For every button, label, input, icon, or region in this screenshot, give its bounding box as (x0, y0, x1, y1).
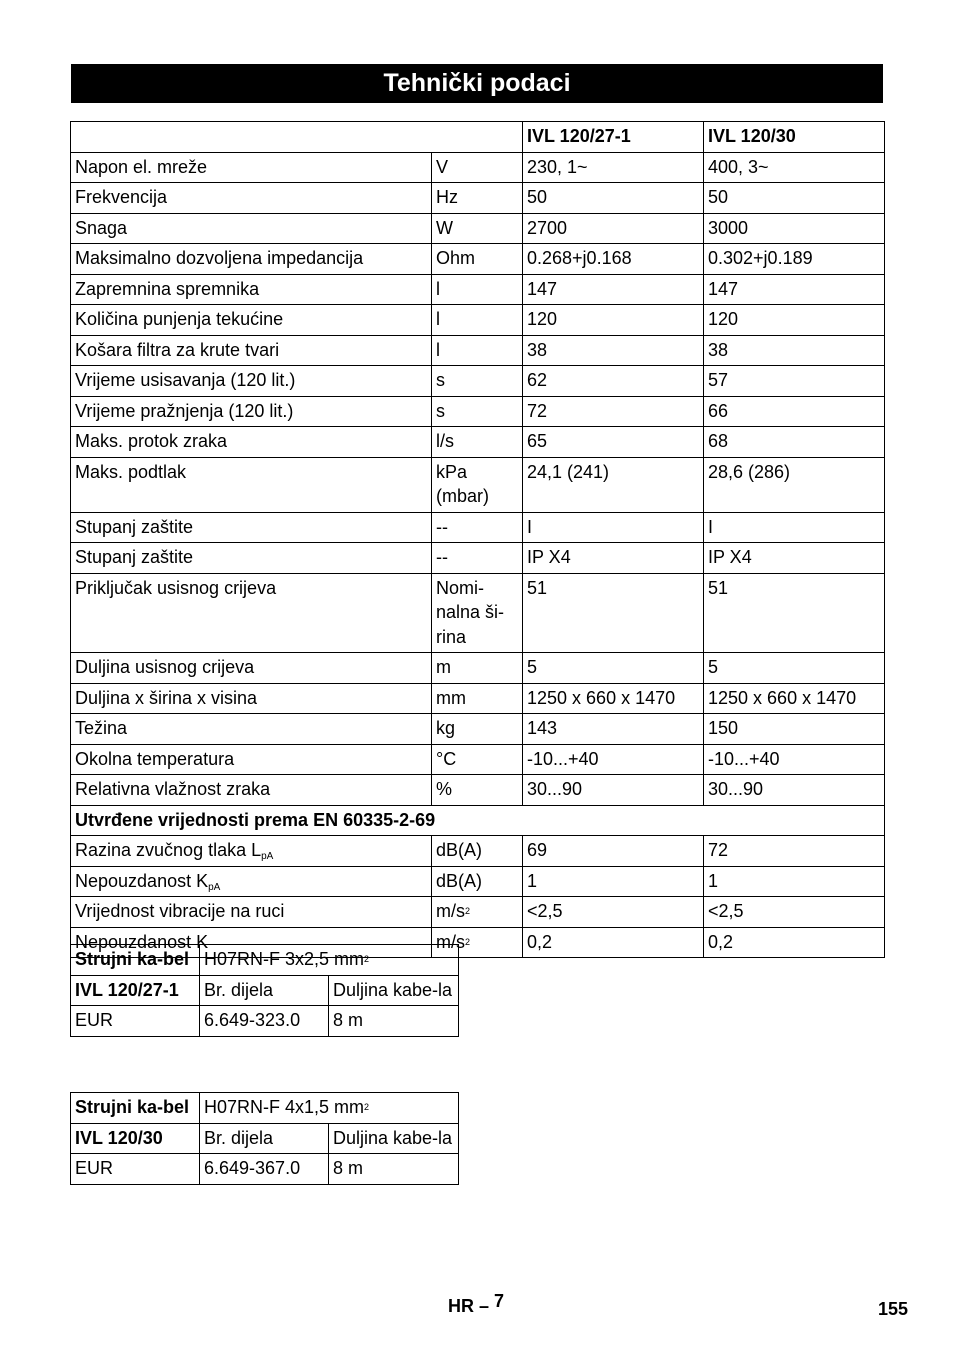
spec-value-model-1: 50 (523, 183, 704, 214)
spec-label: Okolna temperatura (71, 744, 432, 775)
technical-data-table (70, 121, 885, 958)
table-row (71, 543, 885, 574)
cable-type: H07RN-F 4x1,5 $mm^2$ (200, 1093, 459, 1124)
spec-value-model-2: 5 (704, 653, 885, 684)
spec-unit: l (432, 335, 523, 366)
spec-value-model-2: 120 (704, 305, 885, 336)
spec-value-model-2: 1250 x 660 x 1470 (704, 683, 885, 714)
spec-value-model-2: IP X4 (704, 543, 885, 574)
spec-value-model-2: 57 (704, 366, 885, 397)
spec-value-model-1: 147 (523, 274, 704, 305)
spec-value-model-1: 230, 1~ (523, 152, 704, 183)
header-empty-cell (71, 122, 523, 153)
page-title: Tehnički podaci (71, 64, 883, 103)
spec-label: Duljina x širina x visina (71, 683, 432, 714)
spec-value-model-2: 30...90 (704, 775, 885, 806)
spec-label: Stupanj zaštite (71, 512, 432, 543)
spec-unit: % (432, 775, 523, 806)
spec-unit: s (432, 396, 523, 427)
table-row (71, 274, 885, 305)
spec-unit: Ohm (432, 244, 523, 275)
cable-region: EUR (71, 1006, 200, 1037)
power-cable-table (70, 944, 459, 1037)
section-heading: Utvrđene vrijednosti prema EN 60335-2-69 (71, 805, 885, 836)
spec-label: Nepouzdanost $K_{pA}$ (71, 866, 432, 897)
table-row (71, 183, 885, 214)
cable-label: Strujni ka-bel (71, 945, 200, 976)
spec-value-model-1: 5 (523, 653, 704, 684)
cable-region: EUR (71, 1154, 200, 1185)
spec-label: Košara filtra za krute tvari (71, 335, 432, 366)
spec-value-model-2: 0,2 (704, 927, 885, 958)
power-cable-table (70, 1092, 459, 1185)
spec-label: Vrijeme pražnjenja (120 lit.) (71, 396, 432, 427)
table-row (71, 152, 885, 183)
table-row (71, 775, 885, 806)
table-row (71, 366, 885, 397)
spec-unit: °C (432, 744, 523, 775)
spec-value-model-2: 50 (704, 183, 885, 214)
spec-unit: kg (432, 714, 523, 745)
spec-label: Vrijednost vibracije na ruci (71, 897, 432, 928)
spec-value-model-2: 38 (704, 335, 885, 366)
table-row (71, 1006, 459, 1037)
table-row (71, 683, 885, 714)
table-row (71, 1123, 459, 1154)
spec-label: Priključak usisnog crijeva (71, 573, 432, 653)
spec-label: Relativna vlažnost zraka (71, 775, 432, 806)
spec-value-model-2: 68 (704, 427, 885, 458)
spec-label: Duljina usisnog crijeva (71, 653, 432, 684)
table-row (71, 975, 459, 1006)
table-row (71, 714, 885, 745)
table-row (71, 244, 885, 275)
part-number: 6.649-323.0 (200, 1006, 329, 1037)
spec-value-model-2: I (704, 512, 885, 543)
spec-unit: l/s (432, 427, 523, 458)
spec-unit: V (432, 152, 523, 183)
cable-type: H07RN-F 3x2,5 $mm^2$ (200, 945, 459, 976)
spec-value-model-2: 72 (704, 836, 885, 867)
spec-value-model-2: -10...+40 (704, 744, 885, 775)
spec-value-model-1: 0,2 (523, 927, 704, 958)
table-row (71, 945, 459, 976)
spec-value-model-1: 69 (523, 836, 704, 867)
spec-label: Težina (71, 714, 432, 745)
spec-value-model-2: 400, 3~ (704, 152, 885, 183)
model-header: IVL 120/30 (704, 122, 885, 153)
spec-value-model-2: 3000 (704, 213, 885, 244)
language-code: HR – (448, 1296, 490, 1316)
part-number-label: Br. dijela (200, 1123, 329, 1154)
spec-label: Snaga (71, 213, 432, 244)
table-row (71, 512, 885, 543)
spec-value-model-2: 0.302+j0.189 (704, 244, 885, 275)
spec-unit: -- (432, 543, 523, 574)
spec-unit: W (432, 213, 523, 244)
spec-label: Vrijeme usisavanja (120 lit.) (71, 366, 432, 397)
table-row (71, 573, 885, 653)
spec-label: Maksimalno dozvoljena impedancija (71, 244, 432, 275)
spec-label: Stupanj zaštite (71, 543, 432, 574)
spec-label: Maks. podtlak (71, 457, 432, 512)
spec-value-model-1: 65 (523, 427, 704, 458)
table-row (71, 213, 885, 244)
spec-value-model-2: 147 (704, 274, 885, 305)
table-row (71, 836, 885, 867)
model-header: IVL 120/27-1 (523, 122, 704, 153)
spec-value-model-2: 1 (704, 866, 885, 897)
spec-unit: Hz (432, 183, 523, 214)
spec-value-model-1: 30...90 (523, 775, 704, 806)
table-row (71, 1154, 459, 1185)
table-row (71, 457, 885, 512)
spec-value-model-1: 24,1 (241) (523, 457, 704, 512)
cable-label: Strujni ka-bel (71, 1093, 200, 1124)
spec-unit: dB(A) (432, 836, 523, 867)
part-number: 6.649-367.0 (200, 1154, 329, 1185)
spec-value-model-2: 150 (704, 714, 885, 745)
table-row (71, 897, 885, 928)
cable-length-label: Duljina kabe-la (329, 1123, 459, 1154)
spec-unit: l (432, 305, 523, 336)
spec-unit: $m/s^2$ (432, 897, 523, 928)
cable-length: 8 m (329, 1154, 459, 1185)
spec-value-model-1: 72 (523, 396, 704, 427)
spec-value-model-1: I (523, 512, 704, 543)
table-row (71, 335, 885, 366)
spec-value-model-2: 66 (704, 396, 885, 427)
spec-unit: kPa (mbar) (432, 457, 523, 512)
spec-value-model-1: 38 (523, 335, 704, 366)
spec-value-model-2: 28,6 (286) (704, 457, 885, 512)
spec-unit: Nomi-nalna ši-rina (432, 573, 523, 653)
spec-value-model-1: 143 (523, 714, 704, 745)
spec-unit: l (432, 274, 523, 305)
spec-label: Zapremnina spremnika (71, 274, 432, 305)
spec-label: Količina punjenja tekućine (71, 305, 432, 336)
table-row (71, 305, 885, 336)
spec-label: Napon el. mreže (71, 152, 432, 183)
cable-model: IVL 120/30 (71, 1123, 200, 1154)
table-row (71, 653, 885, 684)
part-number-label: Br. dijela (200, 975, 329, 1006)
spec-value-model-1: 1 (523, 866, 704, 897)
cable-model: IVL 120/27-1 (71, 975, 200, 1006)
spec-unit: s (432, 366, 523, 397)
spec-unit: $m/s^2$ (432, 927, 523, 958)
spec-unit: mm (432, 683, 523, 714)
spec-unit: m (432, 653, 523, 684)
table-row (71, 427, 885, 458)
spec-value-model-1: 51 (523, 573, 704, 653)
section-number: 7 (494, 1291, 505, 1311)
spec-value-model-1: <2,5 (523, 897, 704, 928)
table-row (71, 744, 885, 775)
table-row (71, 1093, 459, 1124)
spec-unit: dB(A) (432, 866, 523, 897)
cable-length-label: Duljina kabe-la (329, 975, 459, 1006)
section-footer (448, 1291, 505, 1317)
spec-value-model-1: -10...+40 (523, 744, 704, 775)
spec-value-model-2: <2,5 (704, 897, 885, 928)
spec-value-model-1: 2700 (523, 213, 704, 244)
page-number: 155 (878, 1299, 909, 1319)
spec-label: Maks. protok zraka (71, 427, 432, 458)
spec-value-model-2: 51 (704, 573, 885, 653)
spec-value-model-1: IP X4 (523, 543, 704, 574)
spec-value-model-1: 62 (523, 366, 704, 397)
spec-unit: -- (432, 512, 523, 543)
table-header-row (71, 122, 885, 153)
spec-value-model-1: 120 (523, 305, 704, 336)
spec-label: Razina zvučnog tlaka $L_{pA}$ (71, 836, 432, 867)
table-row (71, 396, 885, 427)
table-row (71, 866, 885, 897)
spec-label: Frekvencija (71, 183, 432, 214)
section-row (71, 805, 885, 836)
spec-value-model-1: 1250 x 660 x 1470 (523, 683, 704, 714)
cable-length: 8 m (329, 1006, 459, 1037)
spec-value-model-1: 0.268+j0.168 (523, 244, 704, 275)
spec-label: Nepouzdanost K (71, 927, 432, 958)
